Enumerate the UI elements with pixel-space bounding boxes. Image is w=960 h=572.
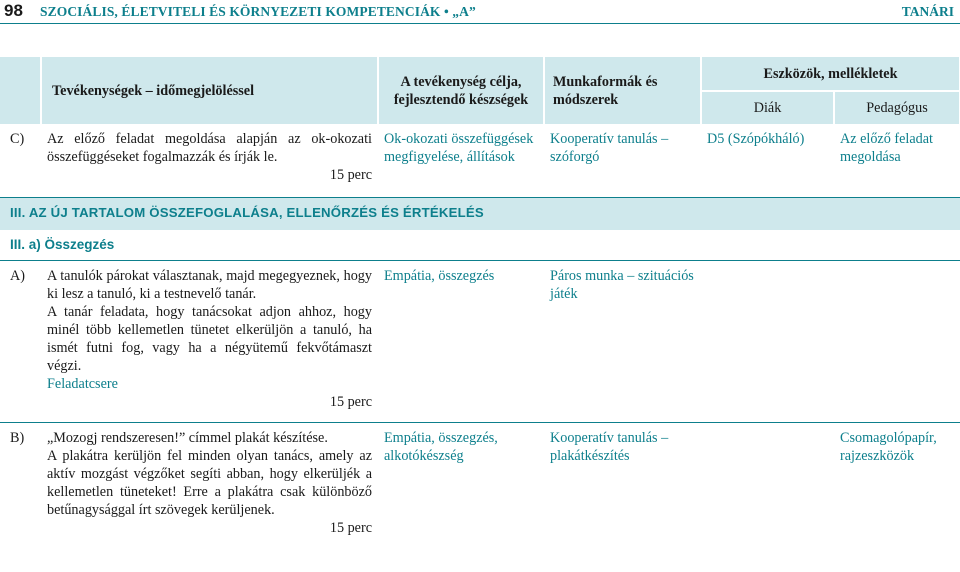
time-label: 15 perc	[329, 167, 372, 183]
column-header-teacher: Pedagógus	[834, 91, 960, 124]
time-label: 15 perc	[329, 520, 372, 536]
activity-text: Az előző feladat megoldása alapján az ok-okozati összefüggéseket fogalmazzák és írják le.	[47, 131, 372, 165]
teacher-tools-cell: Csomagolópapír, rajzeszközök	[840, 430, 937, 464]
student-tools-cell: D5 (Szópókháló)	[701, 124, 834, 197]
table-header-row	[0, 57, 960, 91]
activity-paragraph: A tanár feladata, hogy tanácsokat adjon ahhoz, hogy minél több kellemetlen tünetet elkerüljön a tanuló, ha ismét futni fog, vagy ha a négyütemű fekvőtámaszt végzi.	[47, 304, 372, 374]
activity-cell	[41, 124, 378, 197]
goal-cell: Empátia, összegzés, alkotókészség	[384, 430, 498, 464]
column-header-goal-line1: A tevékenység célja,	[400, 73, 522, 90]
student-tools-cell	[701, 261, 834, 423]
running-title: SZOCIÁLIS, ÉLETVITELI ÉS KÖRNYEZETI KOMPETENCIÁK • „A”	[40, 4, 476, 19]
column-header-tools: Eszközök, mellékletek	[701, 57, 960, 91]
column-header-methods-line1: Munkaformák és	[553, 73, 658, 90]
table-row-a	[0, 261, 960, 423]
row-label: A)	[0, 261, 41, 423]
column-header-student: Diák	[701, 91, 834, 124]
page-number: 98	[4, 1, 23, 20]
student-tools-cell	[701, 423, 834, 569]
activity-cell	[41, 261, 378, 423]
goal-cell: Ok-okozati összefüggések megfigyelése, állítások	[378, 124, 544, 197]
table-row-b	[0, 423, 960, 569]
running-header-right: TANÁRI	[901, 4, 954, 19]
section-band	[0, 197, 960, 230]
activity-note: Feladatcsere	[47, 376, 118, 392]
lesson-plan-table	[0, 57, 960, 569]
table-row-c	[0, 124, 960, 197]
teacher-tools-cell: Az előző feladat megoldása	[834, 124, 960, 197]
teacher-tools-cell	[834, 261, 960, 423]
subsection-title: III. a) Összegzés	[0, 230, 960, 261]
running-header	[0, 0, 960, 24]
column-header-activities: Tevékenységek – időmegjelöléssel	[41, 57, 378, 124]
activity-paragraph: A tanulók párokat választanak, majd megegyeznek, hogy ki lesz a tanuló, ki a testnevelő tanár.	[47, 268, 372, 302]
methods-cell: Páros munka – szituációs játék	[544, 261, 701, 423]
row-label: C)	[0, 124, 41, 197]
row-label: B)	[10, 430, 25, 446]
activity-cell	[41, 423, 378, 569]
column-header-goal-line2: fejlesztendő készségek	[393, 91, 529, 108]
column-header-methods-line2: módszerek	[553, 91, 619, 108]
column-header-goal	[378, 57, 544, 124]
section-title: III. AZ ÚJ TARTALOM ÖSSZEFOGLALÁSA, ELLENŐRZÉS ÉS ÉRTÉKELÉS	[0, 197, 960, 230]
time-label: 15 perc	[329, 394, 372, 410]
column-header-methods	[544, 57, 701, 124]
goal-cell: Empátia, összegzés	[378, 261, 544, 423]
activity-paragraph: A plakátra kerüljön fel minden olyan tanács, amely az aktív mozgást végzőket segíti abban, hogy elkerüljék a kellemetlen tüneteket! Erre a plakátra csak különböző betűnagysággal írt szövegek kerüljenek.	[47, 448, 372, 518]
methods-cell: Kooperatív tanulás – szóforgó	[544, 124, 701, 197]
header-spacer	[0, 57, 41, 124]
methods-cell: Kooperatív tanulás – plakátkészítés	[550, 430, 669, 464]
activity-paragraph: „Mozogj rendszeresen!” címmel plakát készítése.	[47, 430, 328, 446]
subsection-band	[0, 230, 960, 261]
